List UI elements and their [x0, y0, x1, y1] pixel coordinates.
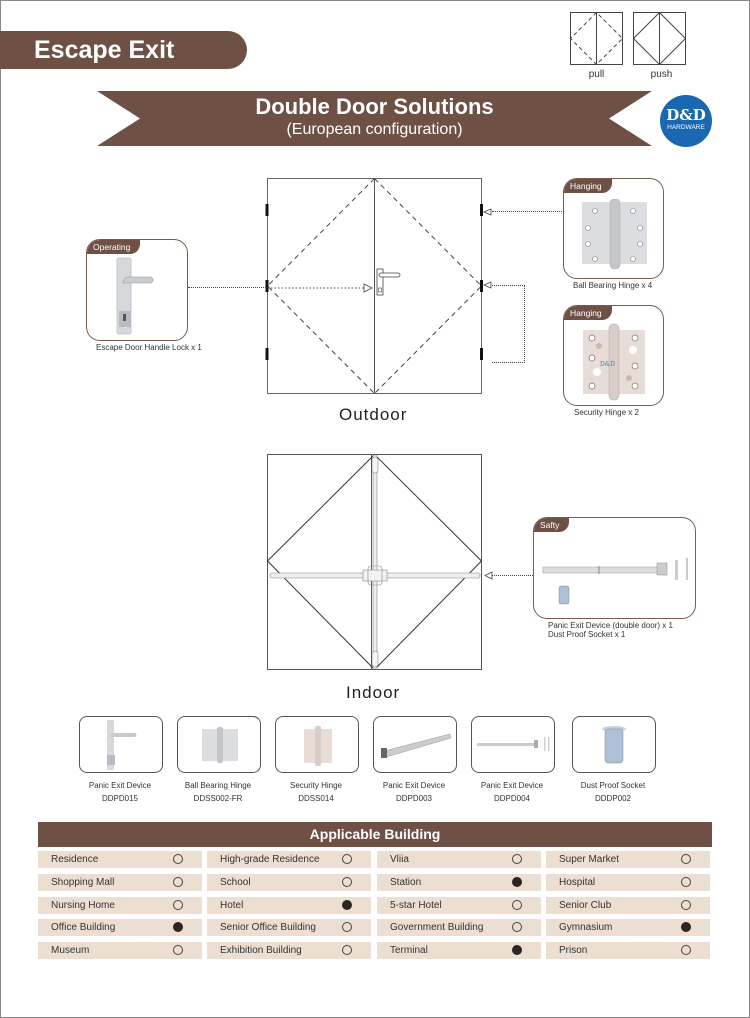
- handle-lock-caption: Escape Door Handle Lock x 1: [96, 343, 202, 352]
- building-label: School: [220, 877, 251, 888]
- card-tag-safety: Safty: [534, 518, 569, 532]
- product-name: Security Hinge: [289, 781, 343, 790]
- panic-device-card[interactable]: [533, 517, 696, 619]
- product-code: DDDP002: [594, 794, 631, 803]
- card-tag-operating: Operating: [87, 240, 140, 254]
- building-label: Government Building: [390, 922, 484, 933]
- panic-bar-double-thumbnail: [472, 717, 554, 772]
- section-title: Escape Exit: [34, 36, 175, 64]
- banner-text: [97, 94, 652, 140]
- filled-circle-icon: [512, 945, 522, 955]
- section-title-tab: [0, 31, 247, 69]
- product-name: Panic Exit Device: [382, 781, 446, 790]
- building-cell: [377, 942, 541, 959]
- applicable-building-header: Applicable Building: [38, 822, 712, 847]
- push-label: push: [650, 69, 673, 80]
- security-hinge-caption: Security Hinge x 2: [574, 408, 639, 417]
- outdoor-label: Outdoor: [339, 405, 408, 424]
- building-label: High-grade Residence: [220, 854, 320, 865]
- empty-circle-icon: [512, 922, 522, 932]
- building-label: Residence: [51, 854, 99, 865]
- product-name: Dust Proof Socket: [580, 781, 646, 790]
- product-name: Panic Exit Device: [88, 781, 152, 790]
- building-label: Prison: [559, 945, 588, 956]
- building-label: Shopping Mall: [51, 877, 115, 888]
- building-label: Terminal: [390, 945, 428, 956]
- building-cell: [38, 851, 202, 868]
- building-label: Office Building: [51, 922, 116, 933]
- ball-bearing-hinge-image: [581, 199, 647, 269]
- product-name: Panic Exit Device: [480, 781, 544, 790]
- banner-subtitle: (European configuration): [286, 121, 463, 138]
- building-cell: [377, 897, 541, 914]
- product-card-ddss002-fr[interactable]: [177, 716, 261, 773]
- product-code: DDPD004: [493, 794, 530, 803]
- product-card-ddpd004[interactable]: [471, 716, 555, 773]
- empty-circle-icon: [342, 922, 352, 932]
- empty-circle-icon: [681, 900, 691, 910]
- empty-circle-icon: [173, 945, 183, 955]
- empty-circle-icon: [512, 854, 522, 864]
- outdoor-door-diagram: [260, 172, 495, 404]
- panic-device-caption-line1: Panic Exit Device (double door) x 1: [548, 621, 673, 630]
- security-hinge-thumbnail: [276, 717, 358, 772]
- building-label: Super Market: [559, 854, 620, 865]
- building-label: Nursing Home: [51, 900, 115, 911]
- arrow-icon: [484, 571, 493, 580]
- connector-panic-device: [490, 575, 535, 576]
- building-label: Hospital: [559, 877, 596, 888]
- product-code: DDPD003: [395, 794, 432, 803]
- building-cell: [546, 897, 710, 914]
- building-cell: [377, 919, 541, 936]
- building-label: Exhibition Building: [220, 945, 302, 956]
- security-hinge-image: [583, 322, 645, 402]
- security-hinge-stamp: D&D: [600, 361, 615, 368]
- building-cell: [207, 897, 371, 914]
- panic-device-caption: [548, 621, 673, 639]
- product-code: DDSS014: [298, 794, 334, 803]
- product-card-ddss014[interactable]: [275, 716, 359, 773]
- building-cell: [207, 942, 371, 959]
- empty-circle-icon: [681, 945, 691, 955]
- panic-device-image: [539, 538, 694, 618]
- building-cell: [546, 919, 710, 936]
- empty-circle-icon: [173, 900, 183, 910]
- handle-lock-image: [107, 256, 167, 336]
- building-cell: [38, 942, 202, 959]
- panic-bar-thumbnail: [374, 717, 456, 772]
- product-code: DDPD015: [101, 794, 138, 803]
- empty-circle-icon: [512, 900, 522, 910]
- pull-swing-icon: [570, 12, 623, 65]
- empty-circle-icon: [342, 854, 352, 864]
- building-label: Gymnasium: [559, 922, 613, 933]
- filled-circle-icon: [173, 922, 183, 932]
- product-code: DDSS002-FR: [193, 794, 243, 803]
- building-cell: [38, 919, 202, 936]
- building-cell: [207, 874, 371, 891]
- building-cell: [38, 897, 202, 914]
- dust-proof-socket-thumbnail: [573, 717, 655, 772]
- handle-lock-card[interactable]: [86, 239, 188, 341]
- card-tag-hanging: Hanging: [564, 179, 612, 193]
- empty-circle-icon: [681, 854, 691, 864]
- building-label: 5-star Hotel: [390, 900, 442, 911]
- building-label: Vliia: [390, 854, 409, 865]
- connector-ball-hinge: [492, 211, 562, 212]
- banner-title: Double Door Solutions: [255, 94, 494, 119]
- building-label: Museum: [51, 945, 90, 956]
- building-cell: [207, 919, 371, 936]
- building-cell: [546, 942, 710, 959]
- logo-text: D&D: [666, 106, 706, 124]
- push-swing-icon: [633, 12, 686, 65]
- empty-circle-icon: [681, 877, 691, 887]
- building-label: Senior Office Building: [220, 922, 316, 933]
- indoor-label: Indoor: [346, 683, 401, 702]
- empty-circle-icon: [173, 854, 183, 864]
- product-name: Ball Bearing Hinge: [184, 781, 252, 790]
- handle-lock-thumbnail: [80, 717, 162, 772]
- building-cell: [38, 874, 202, 891]
- building-cell: [207, 851, 371, 868]
- indoor-door-diagram: [266, 453, 486, 675]
- filled-circle-icon: [342, 900, 352, 910]
- logo-subtext: HARDWARE: [667, 124, 705, 131]
- building-label: Senior Club: [559, 900, 612, 911]
- product-card-ddpd003[interactable]: [373, 716, 457, 773]
- building-cell: [377, 874, 541, 891]
- connector-handle: [188, 287, 268, 288]
- card-tag-hanging-2: Hanging: [564, 306, 612, 320]
- ball-bearing-hinge-card[interactable]: [563, 178, 664, 279]
- pull-label: pull: [588, 69, 605, 80]
- product-card-dddp002[interactable]: [572, 716, 656, 773]
- building-label: Station: [390, 877, 422, 888]
- filled-circle-icon: [512, 877, 522, 887]
- filled-circle-icon: [681, 922, 691, 932]
- product-card-ddpd015[interactable]: [79, 716, 163, 773]
- ball-bearing-hinge-caption: Ball Bearing Hinge x 4: [573, 281, 653, 290]
- connector-security-hinge: [492, 285, 525, 363]
- building-label: Hotel: [220, 900, 244, 911]
- empty-circle-icon: [342, 945, 352, 955]
- building-cell: [546, 851, 710, 868]
- ball-bearing-hinge-thumbnail: [178, 717, 260, 772]
- panic-device-caption-line2: Dust Proof Socket x 1: [548, 630, 626, 639]
- building-cell: [546, 874, 710, 891]
- brand-logo: [660, 95, 712, 147]
- building-cell: [377, 851, 541, 868]
- empty-circle-icon: [173, 877, 183, 887]
- empty-circle-icon: [342, 877, 352, 887]
- security-hinge-card[interactable]: [563, 305, 664, 406]
